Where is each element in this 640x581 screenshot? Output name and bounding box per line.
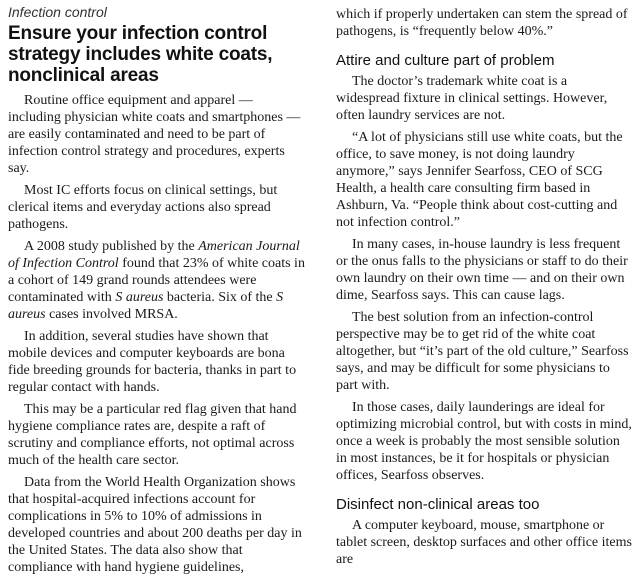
right-column: [336, 0, 632, 573]
paragraph: This may be a particular red flag given that hand hygiene compliance rates are, despite a raft of scrutiny and compliance efforts, not optimal across much of the health care sector.: [8, 402, 297, 468]
journal-name: American Journal of Infection Control: [8, 239, 300, 271]
section-kicker: Infection control: [8, 4, 107, 20]
paragraph-study: [8, 238, 308, 323]
text-run: cases involved MRSA.: [45, 307, 178, 322]
bacteria-name: S aureus: [115, 290, 164, 305]
paragraph: The doctor’s trademark white coat is a widespread fixture in clinical settings. However, often laundry services are not.: [336, 74, 608, 123]
subheading-disinfect: Disinfect non-clinical areas too: [336, 496, 540, 513]
paragraph-continued: which if properly undertaken can stem the spread of pathogens, is “frequently below 40%.”: [336, 7, 628, 39]
paragraph: “A lot of physicians still use white coats, but the office, to save money, is not doing laundry anymore,” says Jennifer Searfoss, CEO of SCG Health, a health care consulting firm based in Ashburn, Va. “People think about cost-cutting and not infection control.”: [336, 130, 623, 230]
paragraph: Most IC efforts focus on clinical settings, but clerical items and everyday actions also spread pathogens.: [8, 183, 278, 232]
text-run: A 2008 study published by the: [24, 239, 199, 254]
paragraph: In addition, several studies have shown that mobile devices and computer keyboards are bona fide breeding grounds for bacteria, thanks in part to regular contact with hands.: [8, 329, 297, 395]
paragraph: In many cases, in-house laundry is less frequent or the onus falls to the physicians or staff to do their own laundry on their own time — and on their own dime, Searfoss says. This can cause lags.: [336, 237, 628, 303]
paragraph: Data from the World Health Organization shows that hospital-acquired infections account for complications in 5% to 10% of admissions in developed countries and about 200 deaths per day in the United States. The data also show that compliance with hand hygiene guidelines,: [8, 475, 302, 575]
paragraph: In those cases, daily launderings are ideal for optimizing microbial control, but with costs in mind, once a week is probably the most sensible solution in most instances, be it for hospitals or physician offices, Searfoss observes.: [336, 400, 632, 483]
left-column: [8, 0, 308, 581]
text-run: bacteria. Six of the: [163, 290, 277, 305]
paragraph: A computer keyboard, mouse, smartphone or tablet screen, desktop surfaces and other office items are: [336, 518, 632, 567]
paragraph: Routine office equipment and apparel — including physician white coats and smartphones — are easily contaminated and need to be part of infection control strategy and procedures, experts say.: [8, 93, 301, 176]
subheading-attire: Attire and culture part of problem: [336, 52, 555, 69]
text-run: found that 23% of white coats in a cohort of 149 grand rounds attendees were contaminated with: [8, 256, 305, 305]
article-headline: Ensure your infection control strategy includes white coats, nonclinical areas: [8, 23, 273, 86]
bacteria-name: S aureus: [8, 290, 284, 322]
paragraph: The best solution from an infection-control perspective may be to get rid of the white coat altogether, but “it’s part of the old culture,” Searfoss says, and may be difficult for some physicians to part with.: [336, 310, 629, 393]
